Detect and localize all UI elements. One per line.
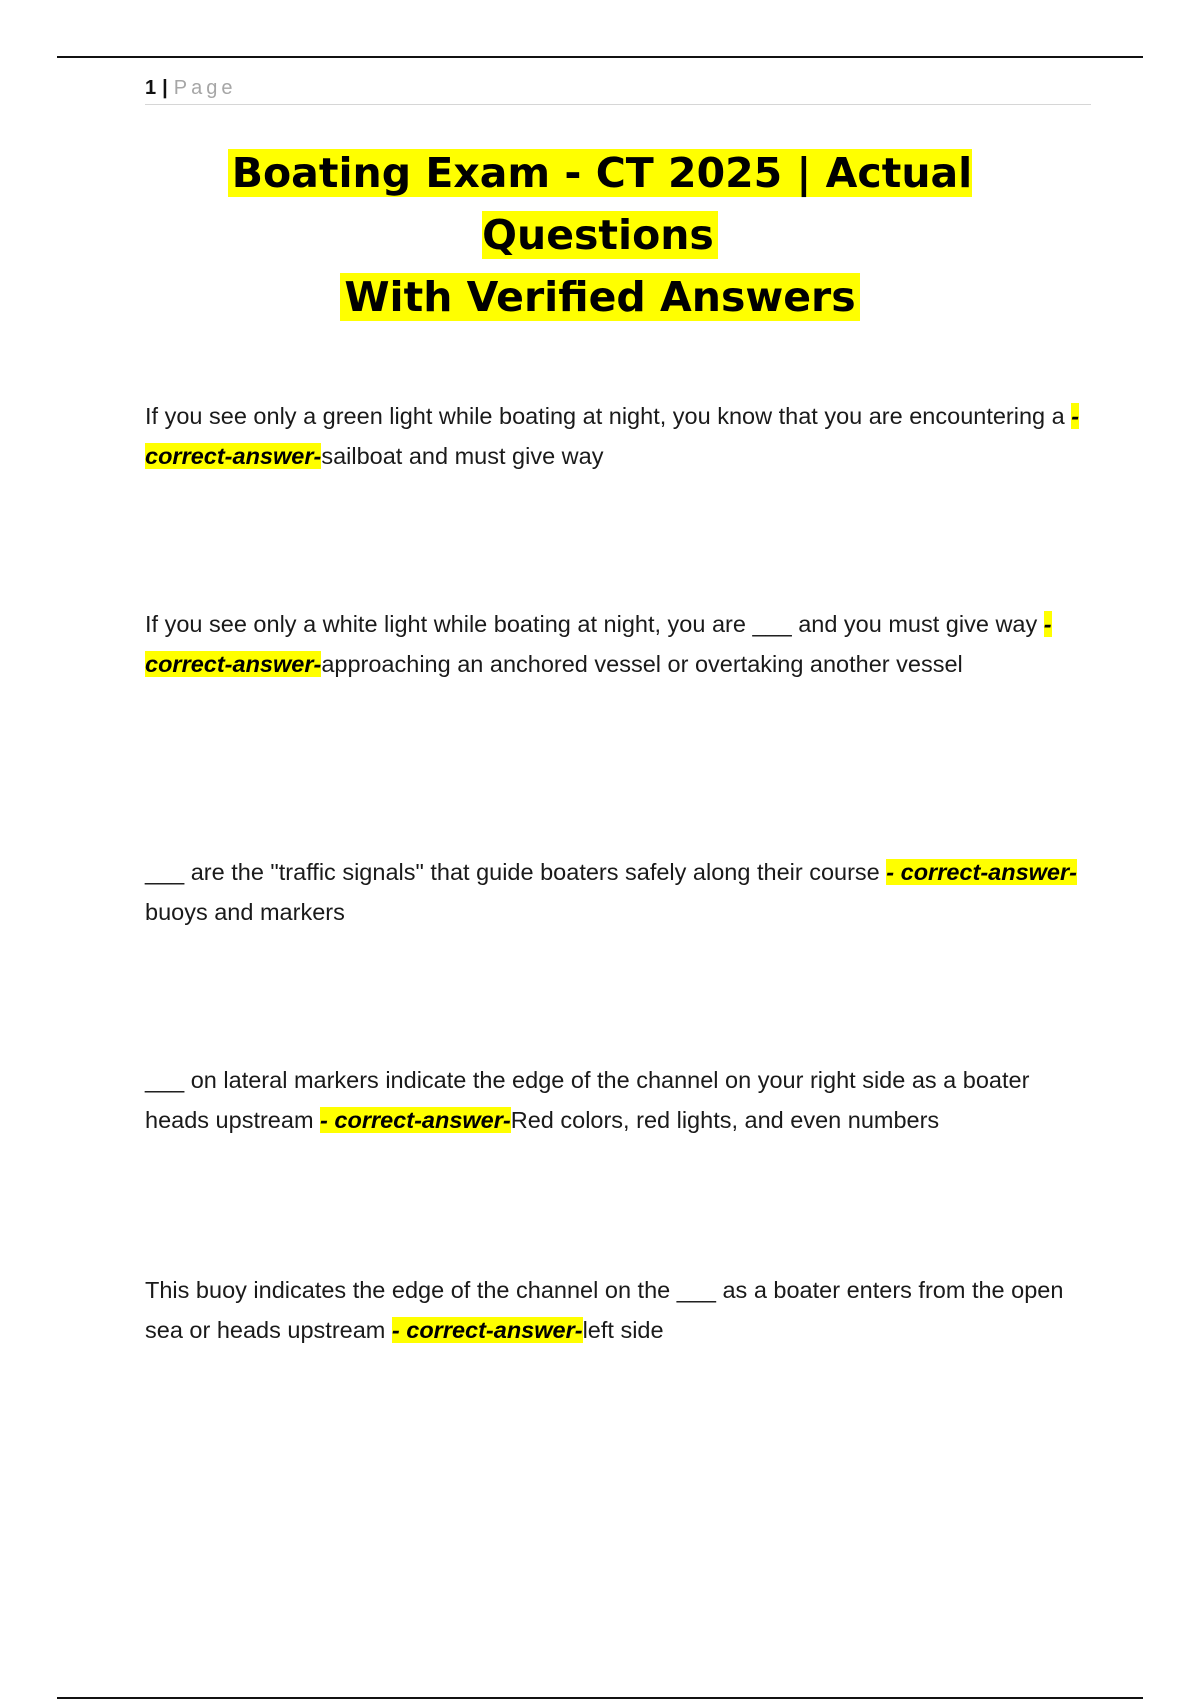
answer-text: buoys and markers (145, 899, 345, 925)
page-number: 1 (145, 77, 157, 99)
bottom-rule (57, 1697, 1143, 1699)
answer-text: approaching an anchored vessel or overtaking another vessel (321, 651, 963, 677)
title-line-1: Boating Exam - CT 2025 | Actual Questions (228, 149, 972, 259)
qa-item (145, 1270, 1095, 1350)
correct-answer-marker: - correct-answer- (145, 611, 1052, 677)
question-text: ___ on lateral markers indicate the edge of the channel on your right side as a boater heads upstream (145, 1067, 1030, 1133)
correct-answer-marker: - correct-answer- (391, 1317, 583, 1343)
question-text: This buoy indicates the edge of the channel on the ___ as a boater enters from the open sea or heads upstream (145, 1277, 1064, 1343)
page-header (145, 74, 1091, 105)
document-title (120, 142, 1080, 328)
page-label: Page (173, 77, 237, 99)
page-separator: | (162, 77, 168, 99)
answer-text: Red colors, red lights, and even numbers (510, 1107, 940, 1133)
answer-text: left side (582, 1317, 664, 1343)
correct-answer-marker: - correct-answer- (320, 1107, 511, 1133)
qa-item (145, 396, 1095, 476)
answer-text: sailboat and must give way (321, 443, 604, 469)
question-text: ___ are the "traffic signals" that guide boaters safely along their course (145, 859, 887, 885)
question-text: If you see only a white light while boating at night, you are ___ and you must give way (145, 611, 1044, 637)
correct-answer-marker: - correct-answer- (886, 859, 1077, 885)
top-rule (57, 56, 1143, 58)
title-line-2: With Verified Answers (340, 273, 859, 321)
correct-answer-marker: - correct-answer- (145, 403, 1080, 469)
qa-item (145, 604, 1095, 684)
question-text: If you see only a green light while boating at night, you know that you are encountering a (145, 403, 1072, 429)
qa-item (145, 1060, 1095, 1140)
qa-item (145, 852, 1095, 932)
